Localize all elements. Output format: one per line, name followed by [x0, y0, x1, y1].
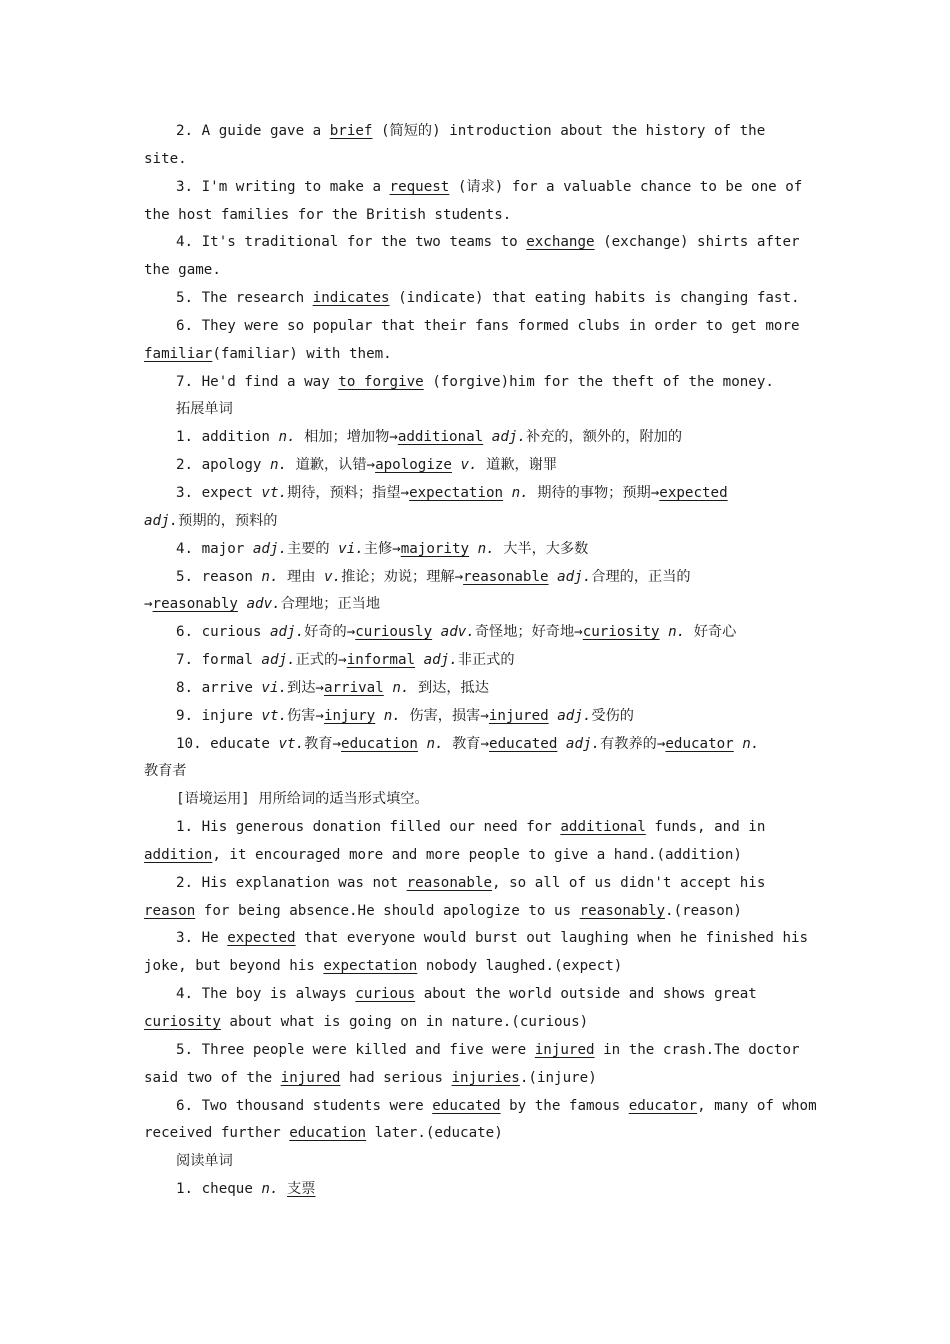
text-segment: 拓展单词 — [176, 401, 233, 418]
text-segment: 3. expect — [176, 484, 262, 501]
part-of-speech: adv. — [440, 624, 475, 641]
answer-blank: additional — [397, 429, 484, 446]
answer-blank: reasonably — [579, 902, 666, 919]
answer-blank: to forgive — [338, 373, 424, 390]
text-segment: 8. arrive — [176, 679, 262, 696]
text-line — [144, 1176, 814, 1204]
text-line — [144, 452, 814, 480]
text-segment: 6. Two thousand students were — [176, 1097, 433, 1114]
text-segment: about what is going on in nature.(curious) — [220, 1014, 589, 1030]
text-segment: the host families for the British students. — [144, 206, 512, 223]
answer-blank: indicates — [312, 290, 390, 307]
text-segment: by the famous — [500, 1097, 629, 1114]
text-segment: 预期的，预料的 — [178, 512, 278, 529]
text-segment: 非正式的 — [457, 652, 515, 669]
part-of-speech: adj. — [252, 540, 288, 557]
text-segment: , it encouraged more and more people to give a hand.(addition) — [212, 846, 742, 863]
text-segment: 4. The boy is always — [176, 986, 356, 1003]
text-line — [144, 591, 814, 619]
text-line — [144, 953, 814, 981]
text-segment: (exchange) shirts after — [594, 234, 800, 251]
part-of-speech: adj. — [565, 735, 601, 752]
answer-blank: exchange — [526, 234, 595, 251]
text-line — [144, 285, 814, 313]
answer-blank: injured — [534, 1041, 595, 1058]
answer-blank: reasonable — [463, 568, 549, 585]
answer-blank: reasonably — [152, 596, 238, 613]
text-segment: 推论；劝说；理解→ — [341, 568, 464, 585]
answer-blank: educated — [489, 735, 558, 752]
answer-blank: familiar — [144, 345, 213, 362]
text-segment: 好奇的→ — [304, 624, 356, 641]
text-segment: 5. Three people were killed and five were — [176, 1041, 535, 1058]
text-line — [144, 842, 814, 870]
part-of-speech: v. — [323, 568, 342, 585]
text-segment: 2. apology — [176, 457, 270, 474]
answer-blank: education — [289, 1125, 367, 1142]
text-line — [144, 1009, 814, 1037]
part-of-speech: adj. — [557, 568, 592, 585]
part-of-speech: adj. — [269, 624, 305, 641]
text-segment: .(reason) — [665, 902, 742, 919]
answer-blank: expectation — [323, 958, 418, 975]
text-line — [144, 257, 814, 285]
answer-blank: expected — [659, 484, 728, 501]
text-segment: , so all of us didn't accept his — [492, 874, 766, 891]
text-segment — [549, 569, 558, 585]
text-line — [144, 981, 814, 1009]
text-segment: (familiar) with them. — [212, 345, 392, 362]
answer-blank: apologize — [375, 457, 452, 474]
answer-blank: curiously — [355, 624, 433, 641]
answer-blank: injured — [488, 707, 549, 724]
text-segment: the game. — [144, 262, 221, 279]
part-of-speech: n. — [261, 1181, 279, 1198]
text-segment: (forgive)him for the theft of the money. — [423, 373, 774, 390]
text-line — [144, 814, 814, 842]
text-segment: 大半，大多数 — [494, 540, 589, 557]
text-segment: 到达→ — [287, 679, 324, 696]
text-segment: (简短的) introduction about the history of the — [372, 123, 766, 139]
text-segment: for being absence.He should apologize to us — [195, 902, 580, 919]
text-line — [144, 647, 814, 675]
text-line — [144, 731, 814, 759]
text-segment: 教育者 — [144, 763, 187, 780]
text-line — [144, 313, 814, 341]
text-line — [144, 675, 814, 703]
text-segment: joke, but beyond his — [144, 958, 324, 975]
text-segment: 主要的 — [287, 540, 339, 557]
document-page — [144, 118, 817, 1204]
text-segment: 理由 — [278, 568, 324, 585]
answer-blank: majority — [400, 540, 470, 557]
part-of-speech: n. — [261, 568, 279, 585]
text-segment — [660, 624, 669, 640]
text-segment — [375, 708, 384, 724]
text-line — [144, 758, 814, 786]
answer-blank: education — [341, 735, 418, 752]
part-of-speech: adj. — [423, 652, 458, 669]
text-segment: 4. major — [176, 540, 253, 557]
text-segment — [549, 708, 558, 724]
text-line — [144, 703, 814, 731]
text-segment: 奇怪地；好奇地→ — [474, 624, 583, 641]
text-segment: 教育→ — [304, 735, 342, 752]
text-segment: had serious — [340, 1069, 452, 1086]
part-of-speech: adv. — [246, 596, 281, 613]
text-line — [144, 424, 814, 452]
part-of-speech: n. — [668, 624, 686, 641]
answer-blank: injury — [323, 707, 376, 724]
text-line — [144, 174, 814, 202]
text-segment — [503, 485, 512, 501]
part-of-speech: adj. — [491, 429, 526, 446]
part-of-speech: vi. — [261, 679, 288, 696]
answer-blank: brief — [329, 123, 373, 139]
text-segment — [469, 541, 478, 557]
text-segment: 主修→ — [363, 540, 401, 557]
text-segment: 2. A guide gave a — [176, 123, 330, 139]
answer-blank: curious — [355, 986, 416, 1003]
answer-blank: request — [389, 178, 450, 195]
answer-blank: arrival — [323, 679, 384, 696]
text-line — [144, 480, 814, 508]
answer-blank: injuries — [451, 1069, 520, 1086]
text-line — [144, 508, 814, 536]
part-of-speech: vt. — [261, 484, 288, 501]
text-segment: 1. His generous donation filled our need for — [176, 819, 561, 836]
text-segment: 道歉，谢罪 — [477, 457, 558, 474]
part-of-speech: adj. — [144, 512, 179, 529]
text-segment: (indicate) that eating habits is changing fast. — [389, 290, 800, 307]
text-segment: that everyone would burst out laughing when he finished his — [295, 930, 809, 947]
text-segment: 到达，抵达 — [409, 679, 489, 696]
part-of-speech: vt. — [278, 735, 305, 752]
text-segment: site. — [144, 150, 187, 167]
answer-blank: educator — [665, 735, 734, 752]
text-segment: 10. educate — [176, 735, 279, 752]
answer-blank: educated — [432, 1097, 501, 1114]
text-segment: 正式的→ — [295, 652, 347, 669]
part-of-speech: adj. — [261, 652, 296, 669]
text-segment: → — [144, 596, 153, 613]
text-segment — [238, 596, 247, 612]
answer-blank: curiosity — [582, 624, 660, 641]
text-segment — [432, 624, 441, 640]
text-segment — [734, 736, 743, 752]
part-of-speech: n. — [269, 457, 288, 474]
text-line — [144, 202, 814, 230]
answer-blank: informal — [346, 652, 416, 669]
text-line — [144, 536, 814, 564]
text-segment: (请求) for a valuable chance to be one of — [449, 178, 803, 195]
text-line — [144, 564, 814, 592]
text-segment: 伤害→ — [287, 707, 324, 724]
text-line — [144, 1065, 814, 1093]
part-of-speech: n. — [742, 735, 760, 752]
part-of-speech: adj. — [557, 707, 592, 724]
text-segment: 期待，预料；指望→ — [287, 484, 410, 501]
part-of-speech: v. — [460, 457, 478, 474]
answer-blank: reason — [144, 902, 196, 919]
part-of-speech: vt. — [261, 707, 288, 724]
text-segment: 期待的事物；预期→ — [528, 484, 660, 501]
text-segment: 5. The research — [176, 290, 313, 307]
text-segment: 1. cheque — [176, 1181, 262, 1198]
answer-blank: educator — [628, 1097, 698, 1114]
text-segment: 伤害，损害→ — [400, 707, 489, 724]
part-of-speech: n. — [426, 735, 444, 752]
answer-blank: reasonable — [406, 874, 493, 891]
text-segment: .(injure) — [519, 1069, 597, 1086]
text-segment: 1. addition — [176, 429, 279, 446]
text-segment: 2. His explanation was not — [176, 874, 407, 891]
text-segment: in the crash.The doctor — [594, 1041, 800, 1058]
text-segment: 9. injure — [176, 707, 262, 724]
text-segment — [415, 652, 424, 668]
text-segment: 6. They were so popular that their fans formed clubs in order to get more — [176, 317, 800, 334]
part-of-speech: vi. — [338, 540, 364, 557]
text-segment: 5. reason — [176, 568, 262, 585]
text-segment: 合理的，正当的 — [591, 568, 691, 585]
answer-blank: addition — [144, 846, 213, 863]
answer-blank: expected — [227, 930, 296, 947]
text-segment: 3. I'm writing to make a — [176, 178, 390, 195]
text-segment: later.(educate) — [366, 1125, 503, 1142]
text-line — [144, 229, 814, 257]
text-segment: 教育→ — [443, 735, 490, 752]
text-segment: funds, and in — [645, 819, 766, 836]
text-segment: 6. curious — [176, 624, 270, 641]
text-line — [144, 619, 814, 647]
answer-blank: injured — [280, 1069, 341, 1086]
text-segment: 补充的，额外的，附加的 — [525, 429, 683, 446]
text-line — [144, 369, 814, 397]
text-line — [144, 1120, 814, 1148]
part-of-speech: n. — [392, 679, 410, 696]
part-of-speech: n. — [383, 707, 401, 724]
answer-blank: 支票 — [287, 1181, 316, 1198]
text-segment — [452, 457, 461, 473]
part-of-speech: n. — [477, 540, 495, 557]
text-segment: about the world outside and shows great — [415, 986, 757, 1003]
text-segment: 相加；增加物→ — [295, 429, 398, 446]
answer-blank: expectation — [409, 484, 504, 501]
text-line — [144, 118, 814, 146]
text-segment: 好奇心 — [685, 624, 737, 641]
text-segment: nobody laughed.(expect) — [417, 958, 623, 975]
text-segment — [557, 736, 566, 752]
text-line — [144, 1093, 817, 1121]
text-segment: 有教养的→ — [600, 735, 666, 752]
text-segment: said two of the — [144, 1069, 281, 1086]
text-line — [144, 1037, 814, 1065]
answer-blank: additional — [560, 819, 646, 836]
text-segment — [483, 429, 492, 445]
text-line — [144, 341, 814, 369]
text-segment: received further — [144, 1125, 290, 1142]
text-segment: 7. He'd find a way — [176, 373, 339, 390]
text-segment: 受伤的 — [591, 707, 634, 724]
text-segment: 合理地；正当地 — [280, 596, 381, 613]
text-segment: 4. It's traditional for the two teams to — [176, 234, 527, 251]
text-segment: , many of whom — [697, 1097, 817, 1114]
part-of-speech: n. — [511, 484, 529, 501]
text-segment: 7. formal — [176, 652, 262, 669]
text-line — [144, 870, 814, 898]
part-of-speech: n. — [278, 429, 296, 446]
text-line — [144, 396, 814, 424]
text-segment: 道歉，认错→ — [287, 457, 376, 474]
text-line — [144, 898, 814, 926]
answer-blank: curiosity — [144, 1014, 221, 1030]
text-segment: 阅读单词 — [176, 1153, 233, 1170]
text-line — [144, 1148, 814, 1176]
text-line — [144, 925, 814, 953]
text-segment: [语境运用] 用所给词的适当形式填空。 — [176, 791, 429, 808]
text-line — [144, 786, 814, 814]
text-segment: 3. He — [176, 930, 228, 947]
text-segment — [279, 1181, 288, 1197]
text-line — [144, 146, 814, 174]
